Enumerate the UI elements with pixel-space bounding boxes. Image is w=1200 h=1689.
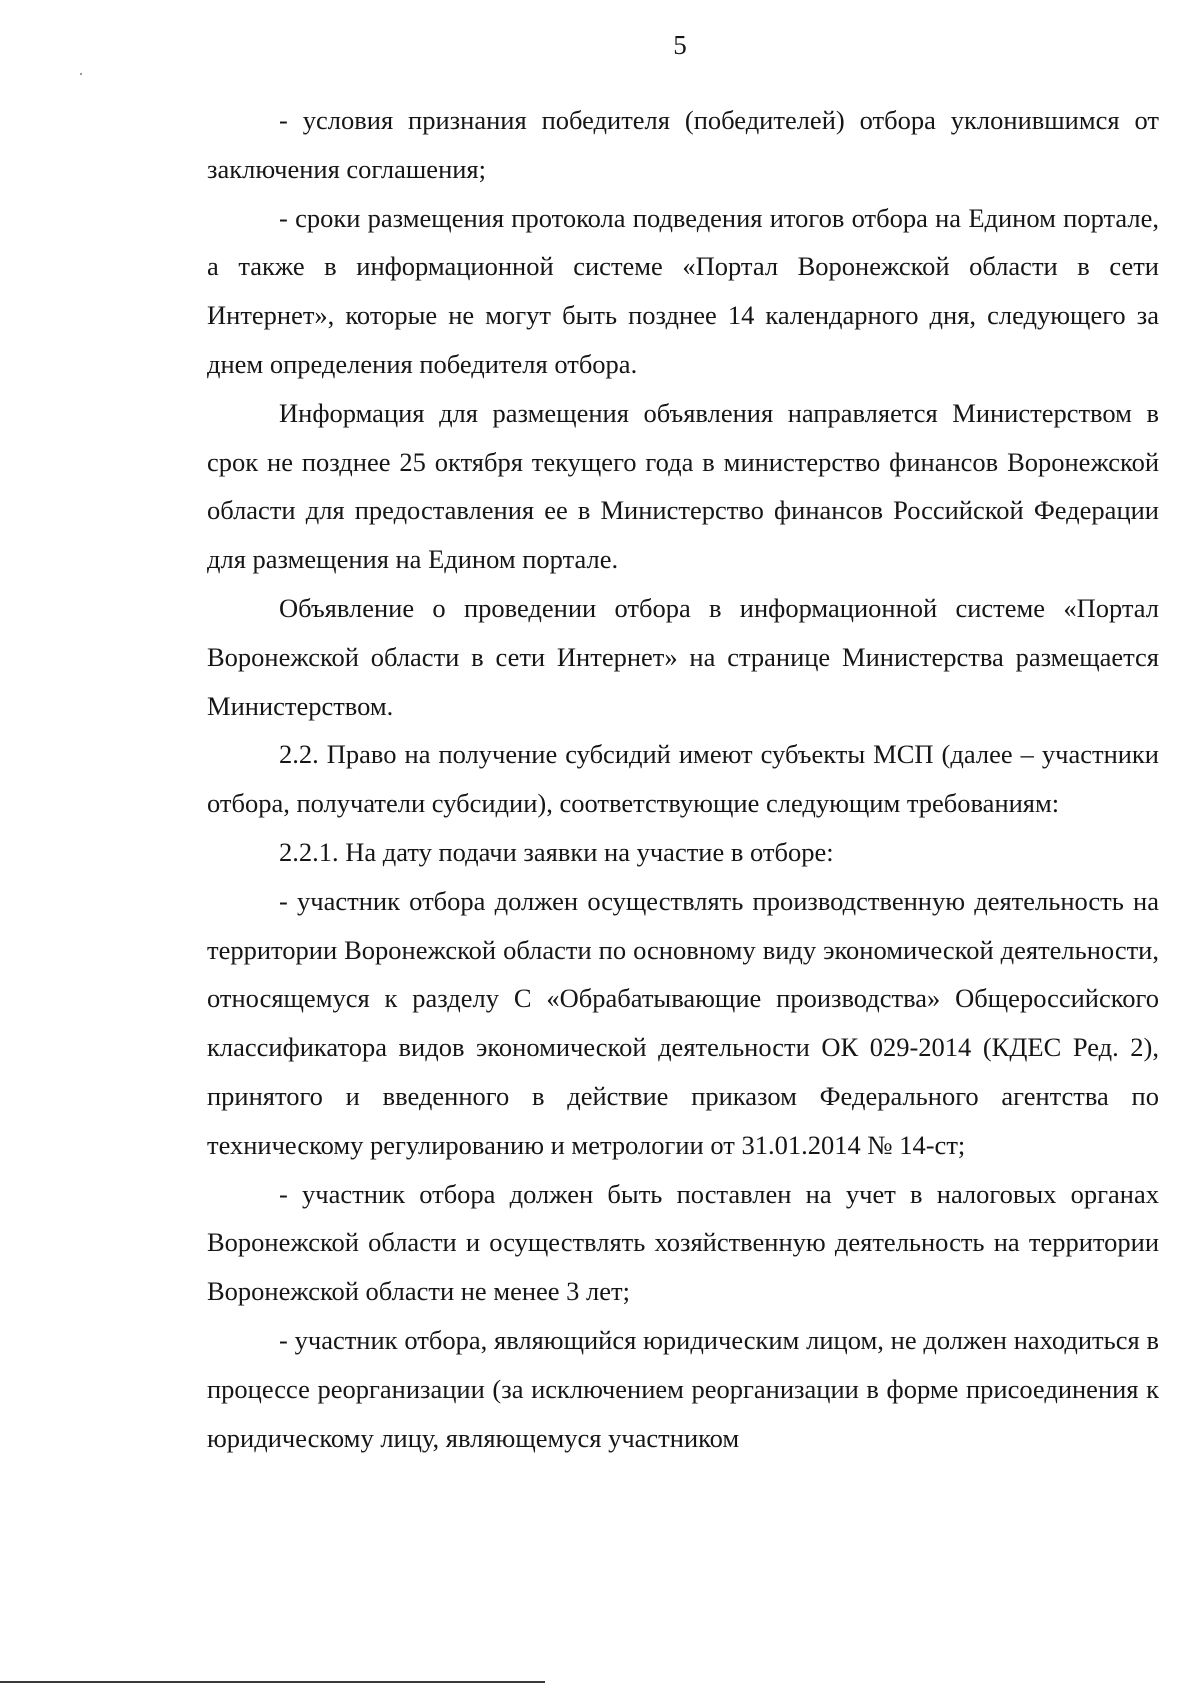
paragraph-requirement-production-activity: - участник отбора должен осуществлять производственную деятельность на территории Воронежской области по основному виду экономической деятельности, относящемуся к разделу С «Обрабатывающие производства» Общероссийского классификатора видов экономической деятельности ОК 029-2014 (КДЕС Ред. 2), принятого и введенного в действие приказом Федерального агентства по техническому регулированию и метрологии от 31.01.2014 № 14-ст;: [207, 885, 1159, 1160]
paragraph-protocol-publication-deadline: - сроки размещения протокола подведения итогов отбора на Едином портале, а также в информационной системе «Портал Воронежской области в сети Интернет», которые не могут быть позднее 14 календарного дня, следующего за днем определения победителя отбора.: [207, 202, 1159, 379]
paragraph-announcement-info-submission: Информация для размещения объявления направляется Министерством в срок не позднее 25 октября текущего года в министерство финансов Воронежской области для предоставления ее в Министерство финансов Российской Федерации для размещения на Едином портале.: [207, 397, 1159, 575]
paragraph-requirement-no-reorganization: - участник отбора, являющийся юридическим лицом, не должен находиться в процессе реорганизации (за исключением реорганизации в форме присоединения к юридическому лицу, являющемуся участником: [207, 1324, 1159, 1453]
paragraph-winner-evasion-condition: - условия признания победителя (победителей) отбора уклонившимся от заключения соглашения;: [207, 105, 1159, 184]
paragraph-requirement-tax-registration: - участник отбора должен быть поставлен на учет в налоговых органах Воронежской области и осуществлять хозяйственную деятельность на территории Воронежской области не менее 3 лет;: [207, 1178, 1159, 1307]
page-number: 5: [673, 30, 687, 60]
paragraph-section-2-2-1: 2.2.1. На дату подачи заявки на участие в отборе:: [279, 836, 834, 867]
document-body: [207, 96, 1159, 1462]
page-bottom-rule: [0, 1681, 545, 1683]
paragraph-announcement-portal-placement: Объявление о проведении отбора в информационной системе «Портал Воронежской области в сети Интернет» на странице Министерства размещается Министерством.: [207, 592, 1159, 721]
scan-artifact: [80, 73, 82, 75]
paragraph-section-2-2: 2.2. Право на получение субсидий имеют субъекты МСП (далее – участники отбора, получатели субсидии), соответствующие следующим требованиям:: [207, 739, 1159, 819]
